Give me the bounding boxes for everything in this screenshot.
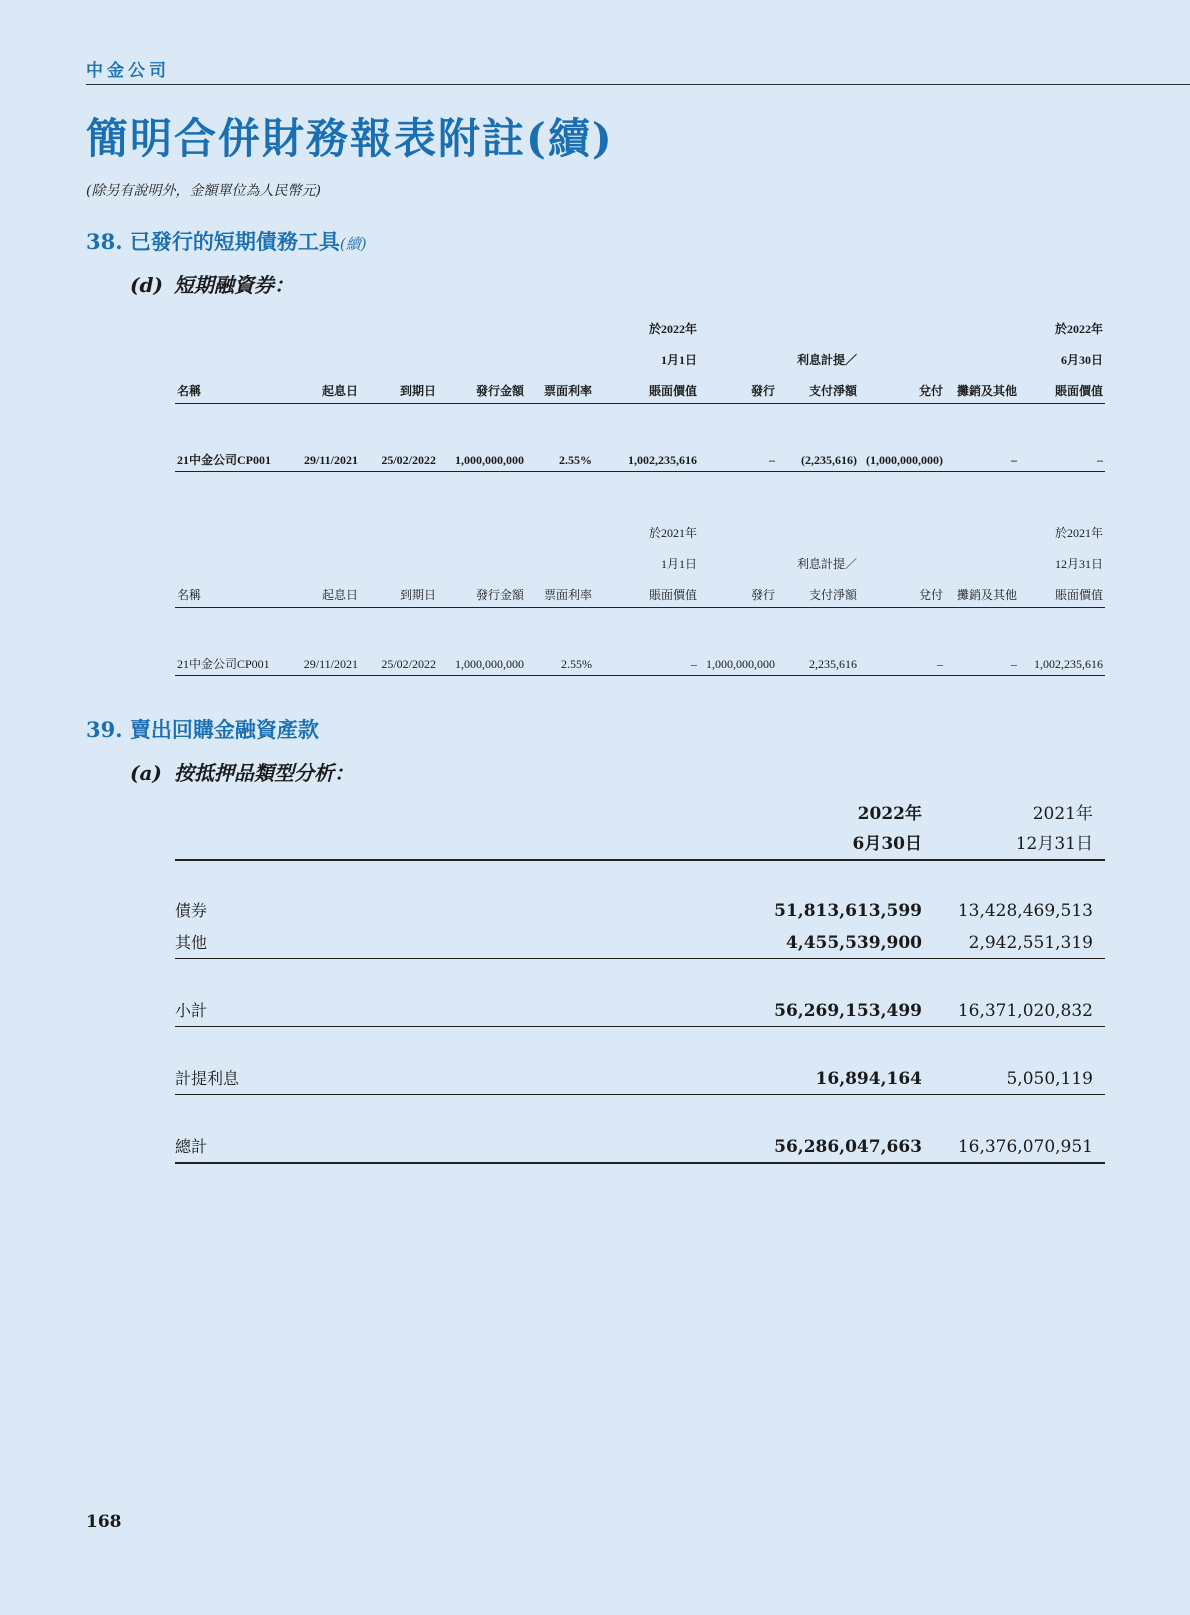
closing-header-l2: 6月30日 — [1060, 353, 1103, 367]
name-header: 名稱 — [175, 368, 285, 404]
opening-header-l1: 於2021年 — [648, 526, 697, 540]
amort-header: 攤銷及其他 — [945, 368, 1019, 404]
cp-rate: 2.55% — [526, 444, 594, 472]
maturity-date-header: 到期日 — [360, 368, 438, 404]
row-total — [175, 1133, 1105, 1161]
closing-header-l1: 於2022年 — [1054, 322, 1103, 336]
row-bonds-2021: 13,428,469,513 — [957, 901, 1093, 921]
cp-redeem: – — [859, 648, 945, 676]
issue-header: 發行 — [699, 368, 777, 404]
subsection-38d-heading — [130, 269, 294, 298]
col-2021-header-l1: 2021年 — [1032, 804, 1093, 824]
row-subtotal-label: 小計 — [175, 1001, 208, 1020]
column-header-line1 — [175, 800, 1105, 828]
row-others — [175, 929, 1105, 957]
section-39-heading — [86, 714, 319, 744]
cp-closing: 1,002,235,616 — [1019, 648, 1105, 676]
cp-redeem: (1,000,000,000) — [859, 444, 945, 472]
cp-amort: – — [945, 648, 1019, 676]
subsection-39a-heading — [130, 757, 354, 786]
cp-interest: (2,235,616) — [777, 444, 859, 472]
cp-maturity-date: 25/02/2022 — [360, 444, 438, 472]
cp-opening: – — [594, 648, 699, 676]
row-interest-2021: 5,050,119 — [1006, 1069, 1093, 1089]
rate-header: 票面利率 — [526, 368, 594, 404]
row-bonds — [175, 897, 1105, 925]
table-row — [175, 648, 1105, 676]
section-39-title: 賣出回購金融資產款 — [129, 717, 319, 742]
row-interest-2022: 16,894,164 — [815, 1069, 922, 1089]
cp-start-date: 29/11/2021 — [285, 648, 360, 676]
cp-start-date: 29/11/2021 — [285, 444, 360, 472]
others-divider — [175, 958, 1105, 959]
row-interest-label: 計提利息 — [175, 1069, 240, 1088]
row-total-2021: 16,376,070,951 — [957, 1137, 1093, 1157]
currency-note: (除另有說明外，金額單位為人民幣元) — [86, 183, 321, 199]
row-total-2022: 56,286,047,663 — [774, 1137, 922, 1157]
page-number: 168 — [86, 1512, 122, 1532]
table-row — [175, 444, 1105, 472]
start-date-header: 起息日 — [285, 572, 360, 608]
cp-rate: 2.55% — [526, 648, 594, 676]
cp-table-2022 — [175, 306, 1105, 472]
col-2022-header-l2: 6月30日 — [852, 834, 922, 854]
section-38-title: 已發行的短期債務工具 — [129, 229, 340, 254]
redeem-header: 兌付 — [859, 368, 945, 404]
closing-header-l2: 12月31日 — [1054, 557, 1103, 571]
cp-maturity-date: 25/02/2022 — [360, 648, 438, 676]
row-others-label: 其他 — [175, 933, 208, 952]
cp-opening: 1,002,235,616 — [594, 444, 699, 472]
cp-amount: 1,000,000,000 — [438, 444, 526, 472]
col-2022-header-l1: 2022年 — [857, 804, 922, 824]
subtotal-divider — [175, 1026, 1105, 1027]
interest-header-l2: 支付淨額 — [777, 368, 859, 404]
cp-name: 21中金公司CP001 — [175, 444, 285, 472]
opening-header-l2: 1月1日 — [660, 557, 697, 571]
cp-name: 21中金公司CP001 — [175, 648, 285, 676]
subsection-38d-label: (d) — [130, 273, 163, 297]
row-bonds-2022: 51,813,613,599 — [774, 901, 922, 921]
section-38-heading — [86, 226, 367, 256]
row-subtotal-2021: 16,371,020,832 — [957, 1001, 1093, 1021]
column-header-line2 — [175, 830, 1105, 858]
section-38-number: 38. — [86, 229, 123, 254]
redeem-header: 兌付 — [859, 572, 945, 608]
row-others-2022: 4,455,539,900 — [785, 933, 922, 953]
closing-header-l3: 賬面價值 — [1019, 572, 1105, 608]
opening-header-l3: 賬面價值 — [594, 368, 699, 404]
total-divider — [175, 1162, 1105, 1164]
row-others-2021: 2,942,551,319 — [968, 933, 1093, 953]
row-total-label: 總計 — [175, 1137, 208, 1156]
section-39-number: 39. — [86, 717, 123, 742]
opening-header-l2: 1月1日 — [660, 353, 697, 367]
row-subtotal-2022: 56,269,153,499 — [774, 1001, 922, 1021]
row-interest — [175, 1065, 1105, 1093]
cp-closing: – — [1019, 444, 1105, 472]
interest-header-l1: 利息計提／ — [796, 353, 857, 367]
rate-header: 票面利率 — [526, 572, 594, 608]
row-subtotal — [175, 997, 1105, 1025]
name-header: 名稱 — [175, 572, 285, 608]
page-title: 簡明合併財務報表附註(續) — [86, 114, 614, 163]
closing-header-l3: 賬面價值 — [1019, 368, 1105, 404]
cp-issue: – — [699, 444, 777, 472]
amount-header: 發行金額 — [438, 368, 526, 404]
cp-issue: 1,000,000,000 — [699, 648, 777, 676]
amort-header: 攤銷及其他 — [945, 572, 1019, 608]
amount-header: 發行金額 — [438, 572, 526, 608]
subsection-38d-title: 短期融資券： — [174, 273, 294, 297]
subsection-39a-title: 按抵押品類型分析： — [174, 761, 354, 785]
start-date-header: 起息日 — [285, 368, 360, 404]
opening-header-l1: 於2022年 — [648, 322, 697, 336]
company-name: 中金公司 — [86, 61, 170, 81]
header-divider — [175, 859, 1105, 861]
opening-header-l3: 賬面價值 — [594, 572, 699, 608]
cp-interest: 2,235,616 — [777, 648, 859, 676]
cp-table-2021 — [175, 510, 1105, 676]
header-rule — [86, 84, 1190, 85]
interest-header-l1: 利息計提／ — [796, 557, 857, 571]
section-38-continued: (續) — [339, 235, 367, 253]
row-bonds-label: 債券 — [175, 901, 208, 920]
issue-header: 發行 — [699, 572, 777, 608]
cp-amort: – — [945, 444, 1019, 472]
interest-divider — [175, 1094, 1105, 1095]
maturity-date-header: 到期日 — [360, 572, 438, 608]
col-2021-header-l2: 12月31日 — [1015, 834, 1093, 854]
subsection-39a-label: (a) — [130, 761, 162, 785]
interest-header-l2: 支付淨額 — [777, 572, 859, 608]
closing-header-l1: 於2021年 — [1054, 526, 1103, 540]
cp-amount: 1,000,000,000 — [438, 648, 526, 676]
